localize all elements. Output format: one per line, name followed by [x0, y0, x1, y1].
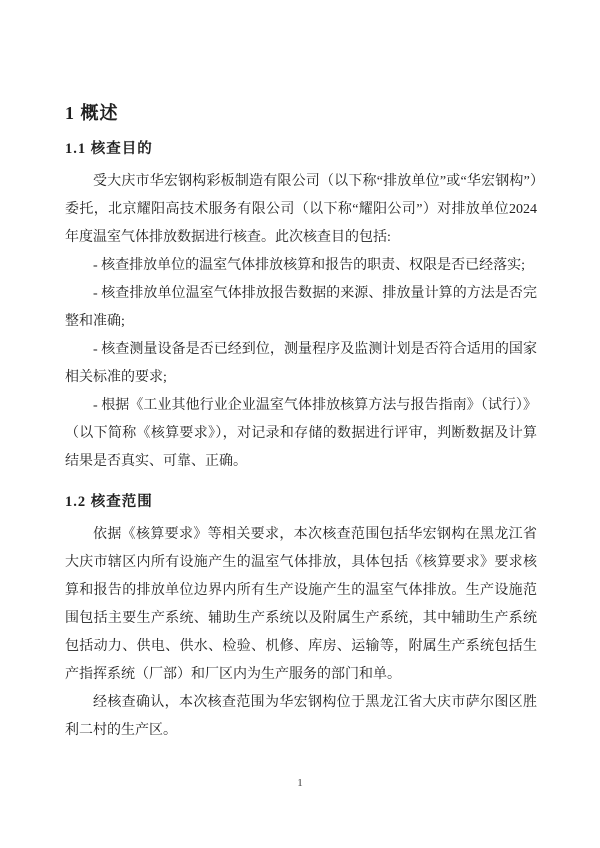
list-item-paragraph: - 核查排放单位温室气体排放报告数据的来源、排放量计算的方法是否完整和准确; [65, 286, 537, 329]
list-item-paragraph: - 根据《工业其他行业企业温室气体排放核算方法与报告指南》（试行）》（以下简称《核算要求》），对记录和存储的数据进行评审，判断数据及计算结果是否真实、可靠、正确。 [65, 398, 537, 469]
paragraph: 受大庆市华宏钢构彩板制造有限公司（以下称“排放单位”或“华宏钢构”）委托，北京耀阳高技术服务有限公司（以下称“耀阳公司”）对排放单位2024年度温室气体排放数据进行核查。此次核查目的包括: [65, 174, 537, 245]
page-number: 1 [297, 777, 303, 789]
section-body-1-2 [65, 521, 537, 745]
list-item-paragraph: - 核查测量设备是否已经到位，测量程序及监测计划是否符合适用的国家相关标准的要求; [65, 342, 537, 385]
section-heading-1-1: 1.1 核查目的 [65, 141, 153, 157]
list-item-paragraph: - 核查排放单位的温室气体排放核算和报告的职责、权限是否已经落实; [93, 258, 526, 273]
chapter-heading: 1 概述 [65, 103, 119, 123]
section-verification-scope [65, 493, 537, 745]
section-verification-purpose [65, 140, 537, 476]
section-body-1-1 [65, 168, 537, 476]
paragraph: 经核查确认，本次核查范围为华宏钢构位于黑龙江省大庆市萨尔图区胜利二村的生产区。 [65, 695, 537, 738]
paragraph: 依据《核算要求》等相关要求，本次核查范围包括华宏钢构在黑龙江省大庆市辖区内所有设施产生的温室气体排放，具体包括《核算要求》要求核算和报告的排放单位边界内所有生产设施产生的温室气体排放。生产设施范围包括主要生产系统、辅助生产系统以及附属生产系统，其中辅助生产系统包括动力、供电、供水、检验、机修、库房、运输等，附属生产系统包括生产指挥系统（厂部）和厂区内为生产服务的部门和单。 [65, 527, 537, 682]
section-heading-1-2: 1.2 核查范围 [65, 494, 153, 510]
